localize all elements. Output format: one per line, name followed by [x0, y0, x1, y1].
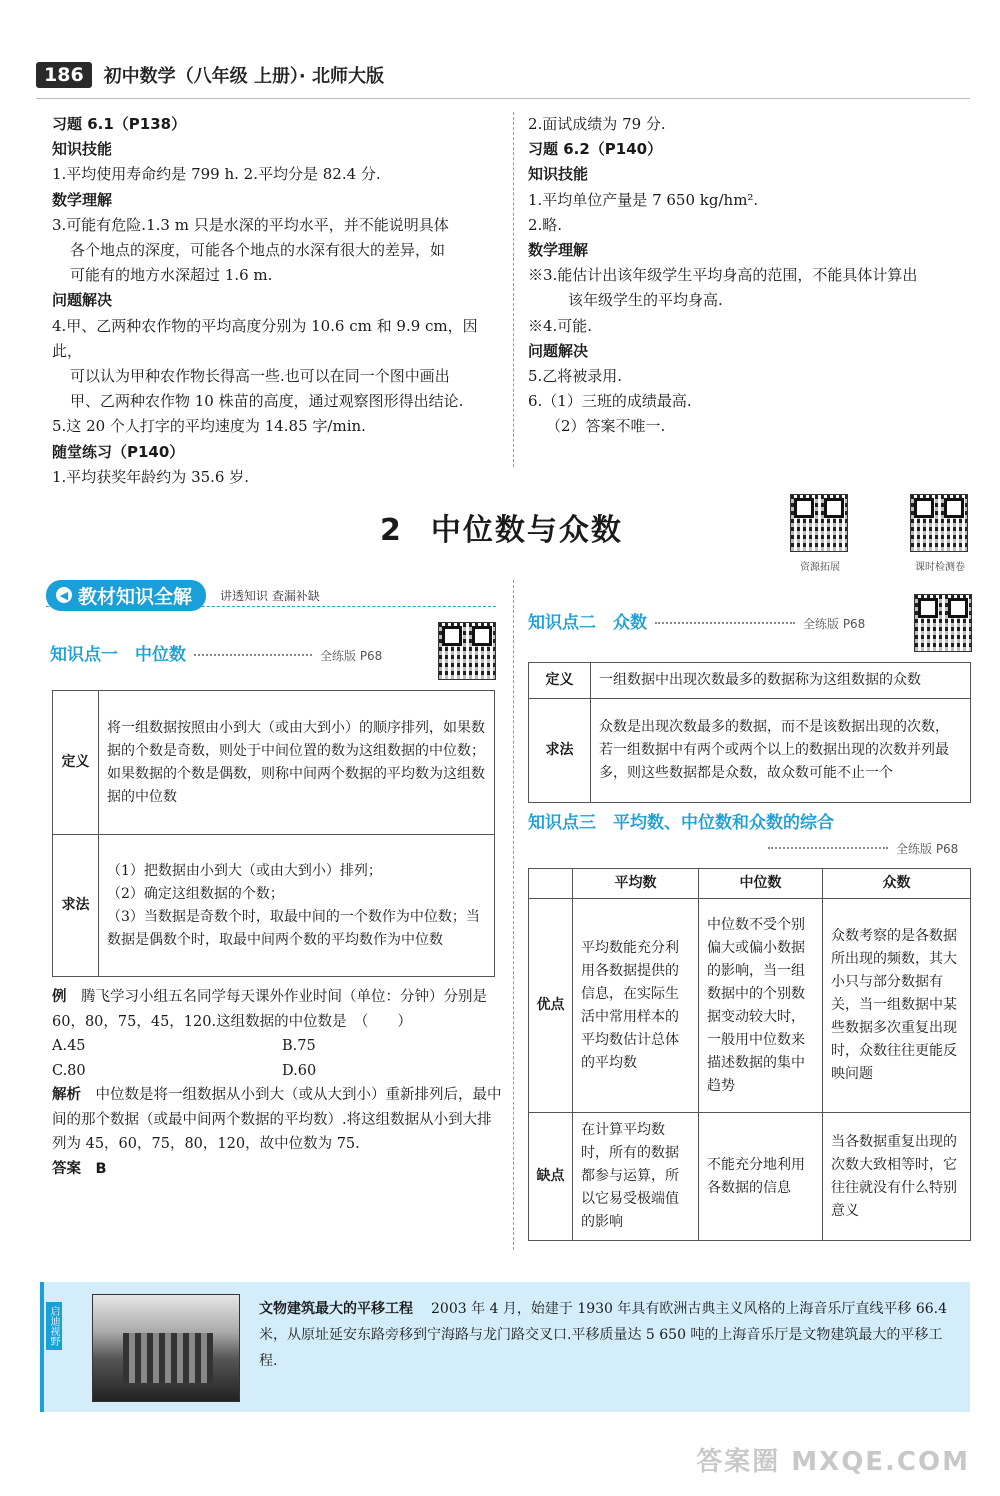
option-a: A.45	[52, 1038, 86, 1054]
median-def-text: 将一组数据按照由小到大（或由大到小）的顺序排列，如果数据的个数是奇数，则处于中间位置的数为这组数据的中位数；如果数据的个数是偶数，则称中间两个数据的平均数为这组数据的中位数	[99, 691, 495, 835]
section-heading: 习题 6.1（P138）	[52, 115, 187, 133]
kp1-leader	[194, 654, 312, 656]
header-rule	[36, 98, 970, 99]
column-divider	[513, 112, 514, 467]
footer-tag: 启迪视野	[46, 1302, 62, 1350]
mode-def-text: 一组数据中出现次数最多的数据称为这组数据的众数	[591, 663, 971, 699]
answer-line: 5.乙将被录用.	[528, 367, 623, 386]
concert-hall-photo	[92, 1294, 240, 1402]
answer-line: 1.平均单位产量是 7 650 kg/hm².	[528, 190, 759, 209]
qr-code-resource[interactable]	[790, 494, 848, 552]
footer-title: 文物建筑最大的平移工程	[259, 1301, 413, 1317]
median-method-label: 求法	[53, 835, 99, 977]
option-c: C.80	[52, 1062, 86, 1079]
compare-table	[528, 868, 971, 1241]
compare-header-mean: 平均数	[573, 869, 699, 899]
book-title: 初中数学（八年级 上册）· 北师大版	[103, 66, 385, 87]
section-heading: 随堂练习（P140）	[52, 442, 185, 461]
kp2-ref: 全练版 P68	[803, 617, 866, 631]
section-heading: 数学理解	[528, 241, 589, 260]
section-heading: 知识技能	[52, 140, 113, 159]
answers-left-column	[52, 112, 507, 490]
pros-mode: 众数考察的是各数据所出现的频数，其大小只与部分数据有关，当一组数据中某些数据多次重复出现时，众数往往更能反映问题	[823, 899, 971, 1113]
cons-mode: 当各数据重复出现的次数大致相等时，它往往就没有什么特别意义	[823, 1113, 971, 1241]
median-def-label: 定义	[53, 691, 99, 835]
qr-code-kp1[interactable]	[438, 622, 496, 680]
answer-label: 答案	[52, 1160, 81, 1177]
example-block	[52, 985, 502, 1181]
example-answer	[52, 1157, 502, 1182]
section-heading: 习题 6.2（P140）	[528, 140, 663, 159]
median-method-step: （1）把数据由小到大（或由大到小）排列；	[107, 862, 382, 879]
building-image	[123, 1333, 213, 1383]
section-heading: 问题解决	[528, 341, 589, 360]
kp3-ref: 全练版 P68	[896, 842, 959, 856]
answer-line: 1.平均获奖年龄约为 35.6 岁.	[52, 467, 250, 486]
answer-line: 5.这 20 个人打字的平均速度为 14.85 字/min.	[52, 417, 366, 436]
answer-line: 甲、乙两种农作物 10 株苗的高度，通过观察图形得出结论.	[70, 392, 464, 411]
section-title-text: 中位数与众数	[430, 513, 623, 548]
compare-header-median: 中位数	[699, 869, 823, 899]
median-method-step: （2）确定这组数据的个数；	[107, 885, 284, 902]
section-title	[380, 505, 623, 549]
answer-line: 4.甲、乙两种农作物的平均高度分别为 10.6 cm 和 9.9 cm，因此，	[52, 316, 478, 360]
section-heading: 知识技能	[528, 165, 589, 184]
kp3-ref-line	[760, 838, 958, 858]
answer-line: 2.面试成绩为 79 分.	[528, 115, 666, 133]
banner-title: 教材知识全解	[78, 585, 193, 608]
example-analysis	[52, 1083, 502, 1157]
watermark: 答案圈 MXQE.COM	[696, 1447, 970, 1477]
kp1-title: 知识点一 中位数	[50, 645, 186, 665]
page-header	[36, 58, 384, 92]
speaker-icon: ◀	[56, 587, 72, 603]
cons-mean: 在计算平均数时，所有的数据都参与运算，所以它易受极端值的影响	[573, 1113, 699, 1241]
qr-code-kp2[interactable]	[914, 594, 972, 652]
cons-median: 不能充分地利用各数据的信息	[699, 1113, 823, 1241]
knowledge-point-3	[528, 808, 834, 833]
qr-label-resource: 资源拓展	[800, 562, 840, 573]
qr-code-test[interactable]	[910, 494, 968, 552]
footer-box	[40, 1282, 970, 1412]
kp2-title: 知识点二 众数	[528, 613, 647, 633]
compare-header-mode: 众数	[823, 869, 971, 899]
example-label: 例	[52, 989, 67, 1005]
banner-subtitle: 讲透知识 查漏补缺	[220, 588, 320, 603]
answer-line: ※4.可能.	[528, 316, 593, 335]
mode-def-label: 定义	[529, 663, 591, 699]
answer-line: 可能有的地方水深超过 1.6 m.	[70, 266, 273, 285]
knowledge-point-1	[50, 640, 382, 665]
page-number: 186	[36, 62, 92, 88]
answers-right-column	[528, 112, 978, 440]
footer-text	[259, 1296, 959, 1374]
column-divider-lower	[513, 580, 514, 1250]
mode-method-label: 求法	[529, 699, 591, 803]
kp2-leader	[655, 622, 795, 624]
analysis-label: 解析	[52, 1087, 81, 1103]
answer-line: 1.平均使用寿命约是 799 h. 2.平均分是 82.4 分.	[52, 165, 381, 184]
answer-line: 3.可能有危险.1.3 m 只是水深的平均水平，并不能说明具体	[52, 215, 449, 234]
kp1-ref: 全练版 P68	[320, 649, 383, 663]
footer-body: 2003 年 4 月，始建于 1930 年具有欧洲古典主义风格的上海音乐厅直线平移 66.4 米，从原址延安东路旁移到宁海路与龙门路交叉口.平移质量达 5 650 吨的上海音乐厅是文物建筑最大的平移工程.	[259, 1301, 948, 1369]
answer-line: 2.略.	[528, 215, 563, 234]
analysis-text: 中位数是将一组数据从小到大（或从大到小）重新排列后，最中间的那个数据（或最中间两个数据的平均数）.将这组数据从小到大排列为 45，60，75，80，120，故中位数为 75.	[52, 1087, 502, 1152]
pros-median: 中位数不受个别偏大或偏小数据的影响，当一组数据中的个别数据变动较大时，一般用中位数来描述数据的集中趋势	[699, 899, 823, 1113]
qr-label-test: 课时检测卷	[915, 562, 965, 573]
option-b: B.75	[282, 1038, 316, 1054]
answer-line: ※3.能估计出该年级学生平均身高的范围，不能具体计算出	[528, 266, 918, 285]
pros-label: 优点	[529, 899, 573, 1113]
example-options	[52, 1034, 502, 1083]
median-method-text	[99, 835, 495, 977]
section-heading: 数学理解	[52, 190, 113, 209]
mode-method-text: 众数是出现次数最多的数据，而不是该数据出现的次数，若一组数据中有两个或两个以上的数据出现的次数并列最多，则这些数据都是众数，故众数可能不止一个	[591, 699, 971, 803]
kp3-title: 知识点三 平均数、中位数和众数的综合	[528, 813, 834, 833]
option-d: D.60	[282, 1062, 317, 1079]
median-table	[52, 690, 495, 977]
knowledge-point-2	[528, 608, 865, 633]
compare-header-blank	[529, 869, 573, 899]
answer-line: 各个地点的深度，可能各个地点的水深有很大的差异，如	[70, 241, 446, 260]
answer-line: 6.（1）三班的成绩最高.	[528, 392, 692, 411]
banner-rule	[46, 606, 496, 607]
pros-mean: 平均数能充分利用各数据提供的信息，在实际生活中常用样本的平均数估计总体的平均数	[573, 899, 699, 1113]
section-number: 2	[380, 513, 403, 548]
cons-label: 缺点	[529, 1113, 573, 1241]
section-heading: 问题解决	[52, 291, 113, 310]
example-question-text: 腾飞学习小组五名同学每天课外作业时间（单位：分钟）分别是 60，80，75，45，120.这组数据的中位数是 （ ）	[52, 989, 487, 1030]
median-method-step: （3）当数据是奇数个时，取最中间的一个数作为中位数；当数据是偶数个时，取最中间两个数的平均数作为中位数	[107, 908, 480, 948]
answer-line: 该年级学生的平均身高.	[568, 291, 723, 310]
mode-table	[528, 662, 971, 803]
answer-line: （2）答案不唯一.	[546, 417, 666, 436]
answer-line: 可以认为甲种农作物长得高一些.也可以在同一个图中画出	[70, 367, 450, 386]
answer-value: B	[95, 1160, 107, 1177]
example-question	[52, 985, 502, 1034]
kp3-leader	[768, 847, 888, 849]
